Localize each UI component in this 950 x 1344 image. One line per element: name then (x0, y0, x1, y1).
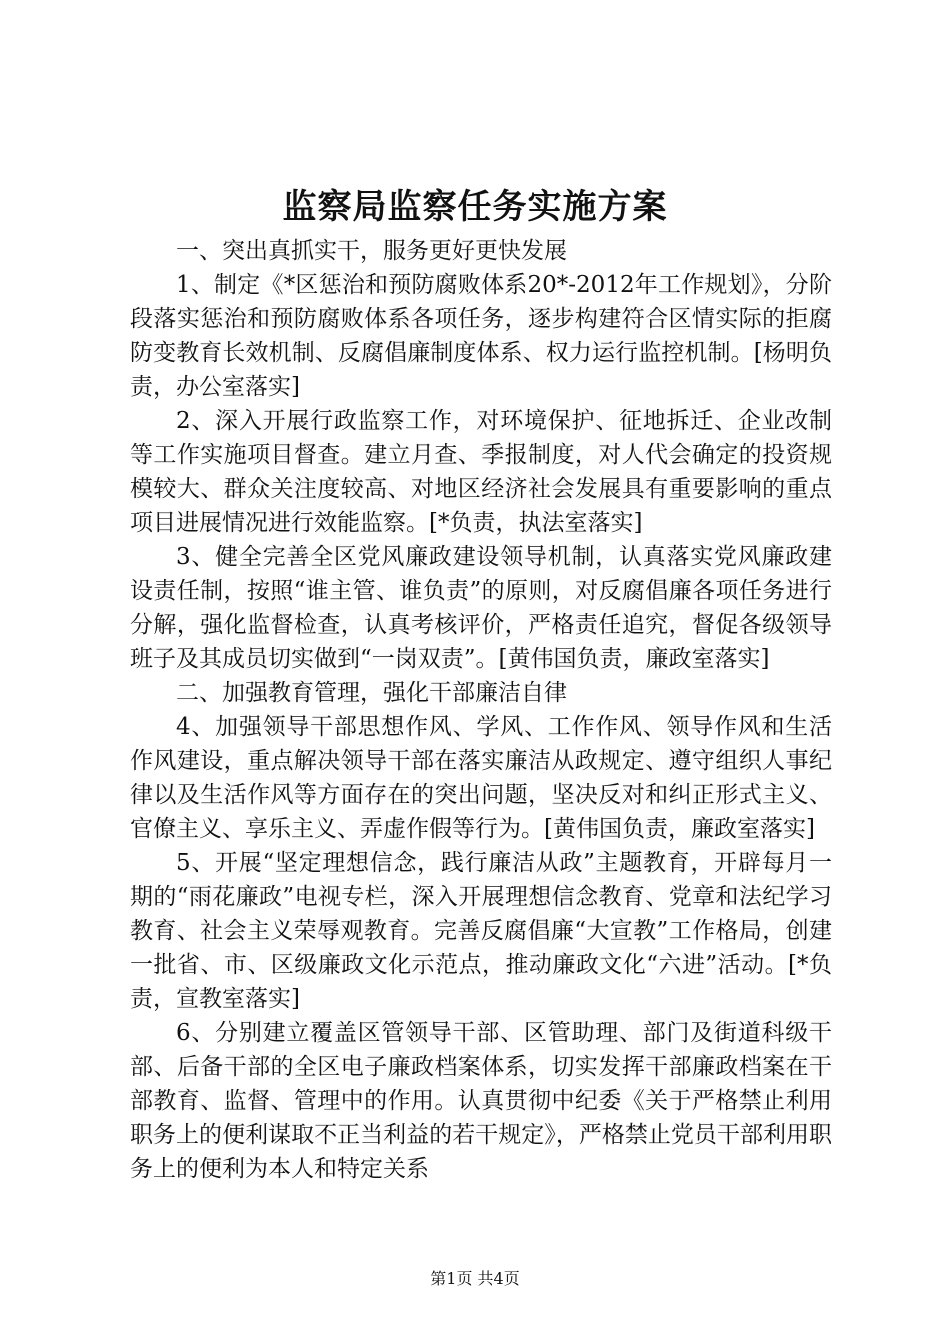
section-heading-2: 二、加强教育管理，强化干部廉洁自律 (176, 680, 567, 706)
document-body (130, 234, 832, 1186)
page-number-footer: 第1页 共4页 (430, 1269, 520, 1288)
paragraph-item-6: 6、分别建立覆盖区管领导干部、区管助理、部门及街道科级干部、后备干部的全区电子廉政档案体系，切实发挥干部廉政档案在干部教育、监督、管理中的作用。认真贯彻中纪委《关于严格禁止利用职务上的便利谋取不正当利益的若干规定》，严格禁止党员干部利用职务上的便利为本人和特定关系 (130, 1020, 832, 1182)
document-title: 监察局监察任务实施方案 (282, 187, 668, 227)
section-heading-1: 一、突出真抓实干，服务更好更快发展 (176, 238, 567, 264)
paragraph-item-5: 5、开展“坚定理想信念，践行廉洁从政”主题教育，开辟每月一期的“雨花廉政”电视专栏，深入开展理想信念教育、党章和法纪学习教育、社会主义荣辱观教育。完善反腐倡廉“大宣教”工作格局，创建一批省、市、区级廉政文化示范点，推动廉政文化“六进”活动。[*负责，宣教室落实] (130, 850, 832, 1012)
paragraph-item-1: 1、制定《*区惩治和预防腐败体系20*-2012年工作规划》，分阶段落实惩治和预防腐败体系各项任务，逐步构建符合区情实际的拒腐防变教育长效机制、反腐倡廉制度体系、权力运行监控机制。[杨明负责，办公室落实] (130, 272, 832, 400)
paragraph-item-2: 2、深入开展行政监察工作，对环境保护、征地拆迁、企业改制等工作实施项目督查。建立月查、季报制度，对人代会确定的投资规模较大、群众关注度较高、对地区经济社会发展具有重要影响的重点项目进展情况进行效能监察。[*负责，执法室落实] (130, 408, 832, 536)
paragraph-item-4: 4、加强领导干部思想作风、学风、工作作风、领导作风和生活作风建设，重点解决领导干部在落实廉洁从政规定、遵守组织人事纪律以及生活作风等方面存在的突出问题，坚决反对和纠正形式主义、官僚主义、享乐主义、弄虚作假等行为。[黄伟国负责，廉政室落实] (130, 714, 832, 842)
paragraph-item-3: 3、健全完善全区党风廉政建设领导机制，认真落实党风廉政建设责任制，按照“谁主管、谁负责”的原则，对反腐倡廉各项任务进行分解，强化监督检查，认真考核评价，严格责任追究，督促各级领导班子及其成员切实做到“一岗双责”。[黄伟国负责，廉政室落实] (130, 544, 832, 672)
